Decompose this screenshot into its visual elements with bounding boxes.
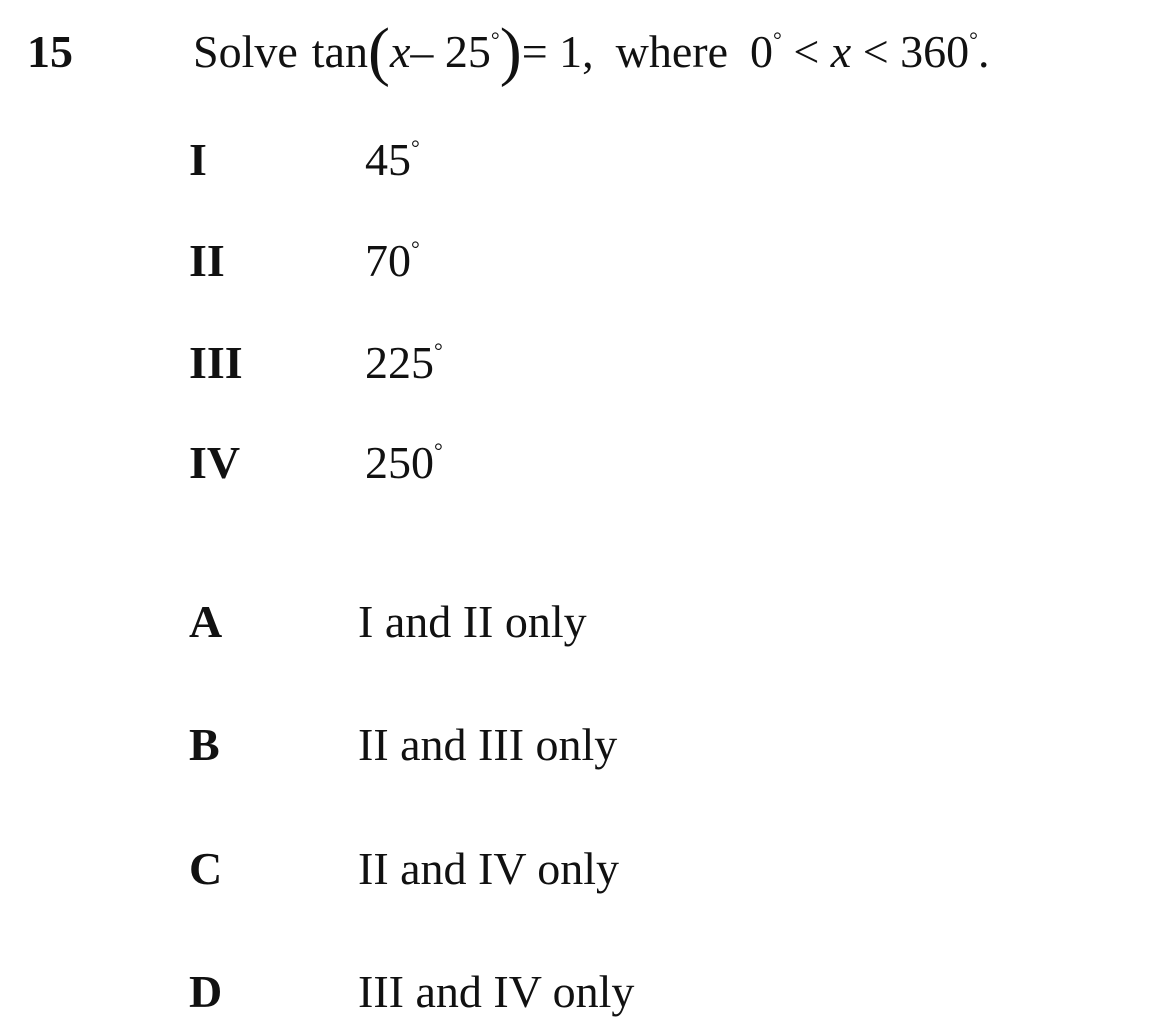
lower-bound: 0 xyxy=(750,26,774,77)
statement-value: 45° xyxy=(365,134,420,185)
statement-label: III xyxy=(189,337,243,388)
less-than-sign: < xyxy=(793,26,820,77)
degree-sign: ° xyxy=(773,27,782,52)
degree-sign: ° xyxy=(969,27,978,52)
statement-label: II xyxy=(189,235,225,286)
degree-sign: ° xyxy=(411,236,420,261)
choice-letter: C xyxy=(189,843,223,894)
degree-sign: ° xyxy=(411,135,420,160)
choice-text: II and IV only xyxy=(358,843,620,894)
statement-value: 70° xyxy=(365,235,420,286)
choice-text: II and III only xyxy=(358,719,618,770)
upper-bound: < 360 xyxy=(862,26,970,77)
variable-x: x xyxy=(389,26,411,77)
degree-sign: ° xyxy=(490,27,500,52)
minus-25: – 25 xyxy=(410,26,491,77)
equals-one: = 1, xyxy=(521,26,594,77)
degree-sign: ° xyxy=(434,438,443,463)
choice-letter: B xyxy=(189,719,220,770)
variable-x: x xyxy=(830,26,852,77)
statement-label: I xyxy=(189,134,207,185)
close-paren: ) xyxy=(499,15,522,88)
statement-label: IV xyxy=(189,437,241,488)
statement-value: 225° xyxy=(365,337,443,388)
stem-prefix: Solve xyxy=(193,26,298,77)
question-number: 15 xyxy=(27,26,73,77)
choice-text: I and II only xyxy=(358,596,587,647)
tan-function: tan xyxy=(311,26,368,77)
where-text: where xyxy=(615,26,729,77)
end-period: . xyxy=(977,26,990,77)
choice-text: III and IV only xyxy=(358,966,635,1017)
open-paren: ( xyxy=(367,15,390,88)
statement-value: 250° xyxy=(365,437,443,488)
question-stem xyxy=(193,15,990,88)
choice-letter: D xyxy=(189,966,223,1017)
degree-sign: ° xyxy=(434,338,443,363)
choice-letter: A xyxy=(189,596,223,647)
